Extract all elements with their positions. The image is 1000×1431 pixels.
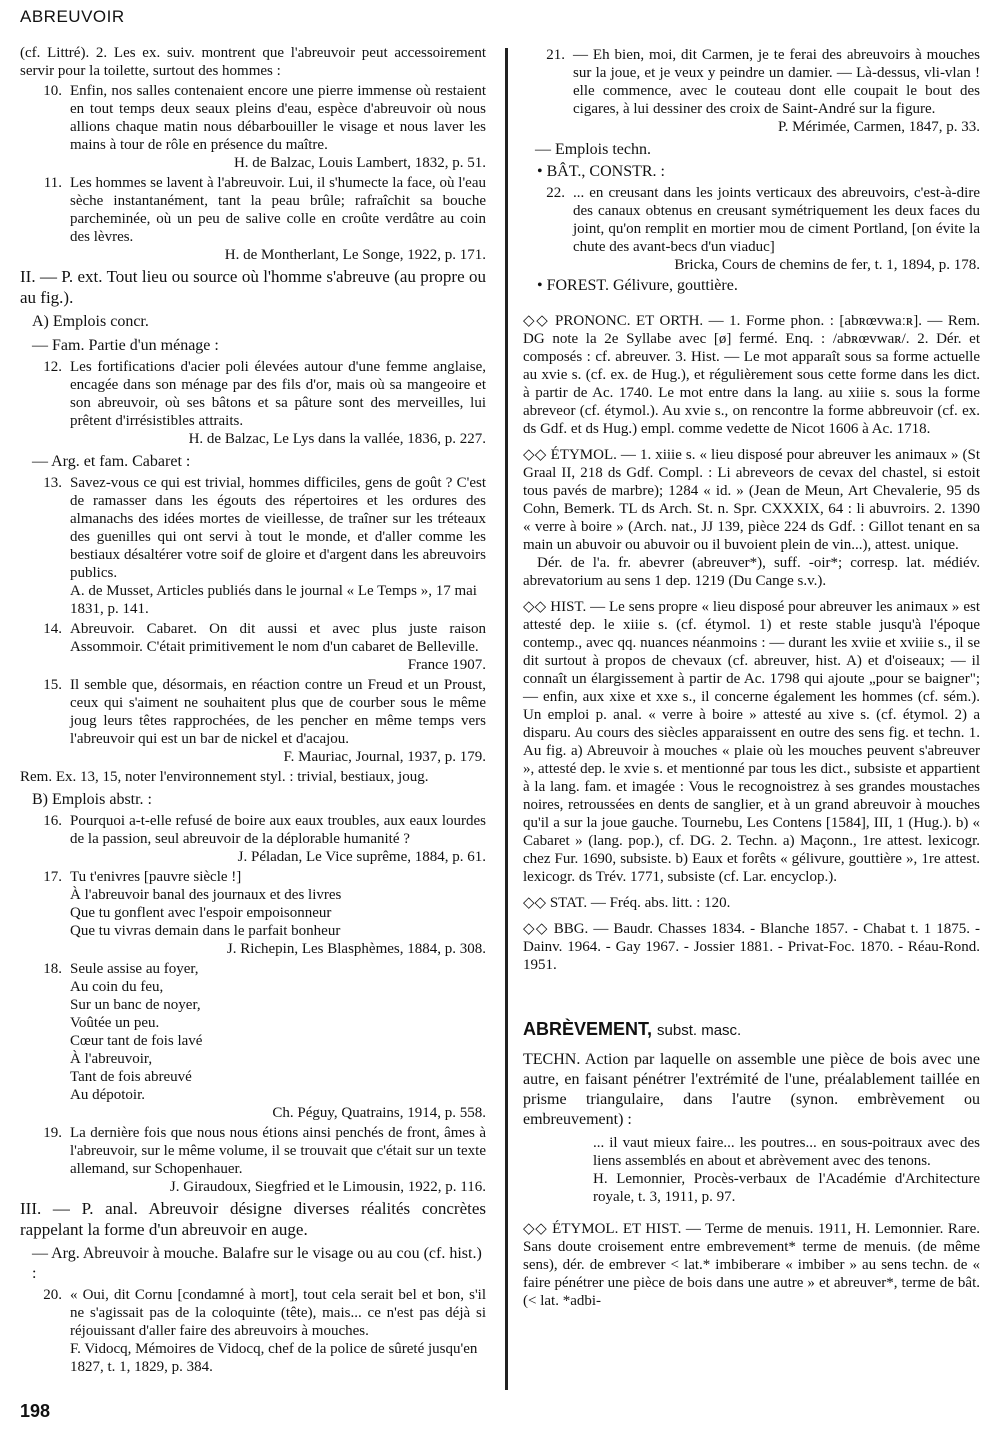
headword: ABRÈVEMENT, [523, 1019, 653, 1039]
example-16 [20, 812, 486, 866]
example-text: Abreuvoir. Cabaret. On dit aussi et avec plus juste raison Assommoir. C'était primitivement le nom d'un cabaret de Belleville. [70, 621, 486, 655]
intro-text: (cf. Littré). 2. Les ex. suiv. montrent que l'abreuvoir peut accessoirement servir pour la toilette, surtout des hommes : [20, 45, 486, 79]
example-source: J. Richepin, Les Blasphèmes, 1884, p. 308. [226, 941, 486, 957]
running-head: ABREUVOIR [20, 7, 125, 26]
example-13 [20, 474, 486, 618]
example-source: France 1907. [407, 657, 486, 673]
prononc-section: ◇◇ PRONONC. ET ORTH. — 1. Forme phon. : [abʀœvwaːʀ]. — Rem. DG note la 2e Syllabe avec [ø] fermé. Enq. : /abʀœvwaʀ/. 2. Dér. et composés : cf. abreuver. 3. Hist. — Le mot apparaît sous sa forme actuelle au xvie s. (cf. ex. de Hug.), et régulièrement sous cette forme dans les dict. à partir de Ac. 1740. Le mot entre dans la lang. au xiiie s. sous la forme abreveor (cf. étymol.). Au xvie s., on rencontre la forme abbreuvoir (cf. ex. ds Gdf. et ds Hug.) empl. comme vedette de Nicot 1606 à Ac. 1718. [523, 313, 980, 437]
example-source: F. Vidocq, Mémoires de Vidocq, chef de la police de sûreté jusqu'en 1827, t. 1, 1829, p. 384. [70, 1341, 478, 1375]
verse-line: Cœur tant de fois lavé [70, 1033, 203, 1049]
example-source: H. de Balzac, Louis Lambert, 1832, p. 51. [233, 155, 486, 171]
verse-line: Seule assise au foyer, [70, 961, 199, 977]
verse-line: Au coin du feu, [70, 979, 164, 995]
example-text: ... en creusant dans les joints verticaux des abreuvoirs, c'est-à-dire des canaux obtenus en creusant symétriquement les deux faces du joint, qu'on remplit en mortier mou de ciment Portland, [on évite la chute des avant-becs d'un viaduc] [573, 185, 980, 255]
example-number: 11. [43, 175, 62, 191]
example-19 [20, 1124, 486, 1196]
column-rule [505, 48, 508, 1390]
example-number: 14. [43, 621, 62, 637]
example-number: 19. [43, 1125, 62, 1141]
verse-line: Que tu vivras demain dans le parfait bonheur [70, 923, 341, 939]
example-text: Il semble que, désormais, en réaction contre un Freud et un Proust, ceux qui s'aiment ne souhaitent plus que de courber sous le même joug leurs têtes rapprochées, de les pencher en même temps vers l'abreuvoir qui est un bar de nickel et d'acajou. [70, 677, 486, 747]
example-14 [20, 620, 486, 674]
example-17 [20, 868, 486, 958]
example-source: H. de Montherlant, Le Songe, 1922, p. 171. [224, 247, 486, 263]
verse-line: À l'abreuvoir, [70, 1051, 153, 1067]
fam-heading: — Fam. Partie d'un ménage : [32, 337, 219, 354]
forest-heading: • FOREST. Gélivure, gouttière. [537, 277, 738, 294]
part-of-speech: subst. masc. [657, 1022, 742, 1039]
etymol-hist-section: ◇◇ ÉTYMOL. ET HIST. — Terme de menuis. 1911, H. Lemonnier. Rare. Sans doute croisement entre embrevement* terme de menuis. (de même sens), dér. de embrever < lat.* imbiberare « imbiber » au sens techn. de « faire pénétrer une pièce de bois dans une autre » et abreuver*, terme de bât. (< lat. *adbi- [523, 1221, 980, 1309]
entry-quote-source: H. Lemonnier, Procès-verbaux de l'Académie d'Architecture royale, t. 3, 1911, p. 97. [593, 1171, 980, 1205]
example-source: P. Mérimée, Carmen, 1847, p. 33. [777, 119, 980, 135]
verse-line: Tant de fois abreuvé [70, 1069, 192, 1085]
stat-section: ◇◇ STAT. — Fréq. abs. litt. : 120. [523, 895, 731, 911]
example-text: Les fortifications d'acier poli élevées autour d'une femme anglaise, encagée dans son ménage par des fils d'or, mais où sa mangeoire et son abreuvoir, où ses bâtons et sa pâture sont des merveilles, lui prêtent d'irrésistibles attraits. [70, 359, 486, 429]
verse-line: Que tu gonflent avec l'espoir empoisonneur [70, 905, 332, 921]
example-10 [20, 82, 486, 172]
subsection-a-heading: A) Emplois concr. [32, 313, 149, 330]
verse-line: Tu t'enivres [pauvre siècle !] [70, 869, 242, 885]
right-column [523, 44, 980, 1310]
bbg-section: ◇◇ BBG. — Baudr. Chasses 1834. - Blanche 1857. - Chabat t. 1 1875. - Dainv. 1964. - Gay 1967. - Jossier 1881. - Privat-Foc. 1870. - Réau-Rond. 1951. [523, 921, 980, 973]
example-18 [20, 960, 486, 1122]
example-number: 20. [43, 1287, 62, 1303]
example-text: Savez-vous ce qui est trivial, hommes difficiles, gens de goût ? C'est de ramasser dans les égouts des répertoires et les ordures des almanachs des idées mortes de vieillesse, de traîner sur les tréteaux des guenilles qui ont servi à tout le monde, et d'aller comme les bestiaux désaltérer votre soif de gloire et d'argent dans les abreuvoirs publics. [70, 475, 486, 581]
example-text: Les hommes se lavent à l'abreuvoir. Lui, il s'humecte la face, où l'eau sèche instantanément, tant la peau brûle; rafraîchit sa bouche parcheminée, où un peu de salive colle en croûte verdâtre au coin des lèvres. [70, 175, 486, 245]
example-12 [20, 358, 486, 448]
example-number: 16. [43, 813, 62, 829]
example-source: H. de Balzac, Le Lys dans la vallée, 1836, p. 227. [188, 431, 486, 447]
example-15 [20, 676, 486, 766]
example-number: 18. [43, 961, 62, 977]
hist-section: ◇◇ HIST. — Le sens propre « lieu disposé pour abreuver les animaux » est attesté dep. le xiiie s. (cf. étymol. 1) et reste stable jusqu'à l'époque contemp., avec qq. nuances néanmoins : — durant les xviie et xviiie s., il se dit surtout à propos de chevaux (cf. abreuver, hist. A) et d'oiseaux; — il connaît un élargissement à partir de Ac. 1798 qui ajoute „pour se baigner"; — enfin, aux xixe et xxe s., il concerne également les hommes (cf. sém.). Un emploi p. anal. « verre à boire » attesté au xive s. (cf. étymol. 2) a disparu. Au cours des siècles apparaissent en outre des sens fig. et techn. 1. Au fig. a) Abreuvoir à mouches « plaie où les mouches peuvent s'abreuver », attesté dep. le xvie s. et mentionné par tous les dict., subsiste et appartient à la lang. fam. et imagée : Vous le recognoistrez à ses grandes moustaches noires, retroussées en dents de sanglier, et à un grand abreuvoir à mouches qu'il a sur la joue gauche. Tournebu, Les Contens [1584], III, 1 (Hug.). b) « Cabaret » (lang. pop.), cf. DG. 2. Techn. a) Maçonn., 1re attest. lexicogr. chez Fur. 1690, subsiste. b) Eaux et forêts « gélivure, gouttière », 1re attest. lexicogr. ds Trév. 1771, subsiste (cf. Lar. encyclop.). [523, 599, 980, 885]
example-text: — Eh bien, moi, dit Carmen, je te ferai des abreuvoirs à mouches sur la joue, et je veux y peindre un damier. — Là-dessus, vli-vlan ! elle commence, avec le couteau dont elle coupait le bout des cigares, à lui dessiner des croix de Saint-André sur la figure. [573, 47, 980, 117]
example-text: « Oui, dit Cornu [condamné à mort], tout cela serait bel et bon, s'il ne s'agissait pas de la coloquinte (tête), mais... ce n'est pas déjà si réjouissant d'aller faire des abreuvoirs à mouches. [70, 1287, 486, 1339]
section-iii-heading: III. — P. anal. Abreuvoir désigne diverses réalités concrètes rappelant la forme d'un abreuvoir en auge. [20, 1199, 486, 1239]
verse-line: Voûtée un peu. [70, 1015, 160, 1031]
example-21 [523, 46, 980, 136]
section-ii-heading: II. — P. ext. Tout lieu ou source où l'homme s'abreuve (au propre ou au fig.). [20, 267, 486, 307]
left-column [20, 44, 486, 1376]
example-text: La dernière fois que nous nous étions ainsi penchés de front, âmes à l'abreuvoir, sur le même volume, il se trouvait que c'était sur un texte allemand, sur Schopenhauer. [70, 1125, 486, 1177]
example-number: 15. [43, 677, 62, 693]
example-number: 10. [43, 83, 62, 99]
bat-heading: • BÂT., CONSTR. : [537, 163, 665, 180]
example-22 [523, 184, 980, 274]
entry-quote: ... il vaut mieux faire... les poutres... en sous-poitraux avec des liens assemblés en about et abrèvement avec des tenons. [593, 1135, 980, 1169]
example-source: F. Mauriac, Journal, 1937, p. 179. [283, 749, 486, 765]
etymol-derivation: Dér. de l'a. fr. abevrer (abreuver*), suff. -oir*; corresp. lat. médiév. abrevatorium au sens 1 dep. 1219 (Du Cange s.v.). [523, 555, 980, 589]
example-number: 13. [43, 475, 62, 491]
example-source: J. Giraudoux, Siegfried et le Limousin, 1922, p. 116. [169, 1179, 486, 1195]
example-text: Pourquoi a-t-elle refusé de boire aux eaux troubles, aux eaux lourdes de la passion, seul abreuvoir de la déplorable humanité ? [70, 813, 486, 847]
entry-definition: TECHN. Action par laquelle on assemble une pièce de bois avec une autre, en faisant pénétrer l'extrémité de l'une, préalablement taillée en prisme triangulaire, dans l'autre (synon. embrèvement ou embreuvement) : [523, 1051, 980, 1128]
remark: Rem. Ex. 13, 15, noter l'environnement styl. : trivial, bestiaux, joug. [20, 769, 429, 785]
entry-headword [523, 1020, 980, 1040]
etymol-section: ◇◇ ÉTYMOL. — 1. xiiie s. « lieu disposé pour abreuver les animaux » (St Graal II, 218 ds Gdf. Compl. : Li abreveors de cevax del chastel, si estoit tous pavés de marbre); 1284 « id. » (Jean de Meun, Art Chevalerie, 95 ds Cohn, Bemerk. TL ds Arch. St. n. Spr. CXXXIX, 64 : li abuvroirs. 2. 1390 « verre à boire » (Arch. nat., JJ 139, pièce 224 ds Gdf. : Gillot tenant en sa main un abuvoir ou abuvoir ou il buvoient plein de vin...), attest. unique. [523, 447, 980, 553]
arg-heading: — Arg. et fam. Cabaret : [32, 453, 191, 470]
verse-line: Sur un banc de noyer, [70, 997, 201, 1013]
example-source: J. Péladan, Le Vice suprême, 1884, p. 61. [237, 849, 486, 865]
example-text: Enfin, nos salles contenaient encore une pierre immense où restaient en tout temps deux seaux pleins d'eau, espèce d'abreuvoir où nous allions chaque matin nous débarbouiller le visage et nous laver les mains à tour de rôle en présence du maître. [70, 83, 486, 153]
example-number: 12. [43, 359, 62, 375]
example-number: 22. [546, 185, 565, 201]
subsection-b-heading: B) Emplois abstr. : [32, 791, 152, 808]
example-number: 17. [43, 869, 62, 885]
example-20 [20, 1286, 486, 1376]
page-number: 198 [20, 1401, 51, 1421]
example-11 [20, 174, 486, 264]
example-source: Ch. Péguy, Quatrains, 1914, p. 558. [272, 1105, 486, 1121]
arg2-heading: — Arg. Abreuvoir à mouche. Balafre sur le visage ou au cou (cf. hist.) : [32, 1245, 482, 1282]
verse-line: À l'abreuvoir banal des journaux et des livres [70, 887, 342, 903]
techn-heading: — Emplois techn. [535, 141, 651, 158]
verse-line: Au dépotoir. [70, 1087, 145, 1103]
example-source: Bricka, Cours de chemins de fer, t. 1, 1894, p. 178. [674, 257, 980, 273]
example-number: 21. [546, 47, 565, 63]
example-source: A. de Musset, Articles publiés dans le journal « Le Temps », 17 mai 1831, p. 141. [70, 583, 477, 617]
